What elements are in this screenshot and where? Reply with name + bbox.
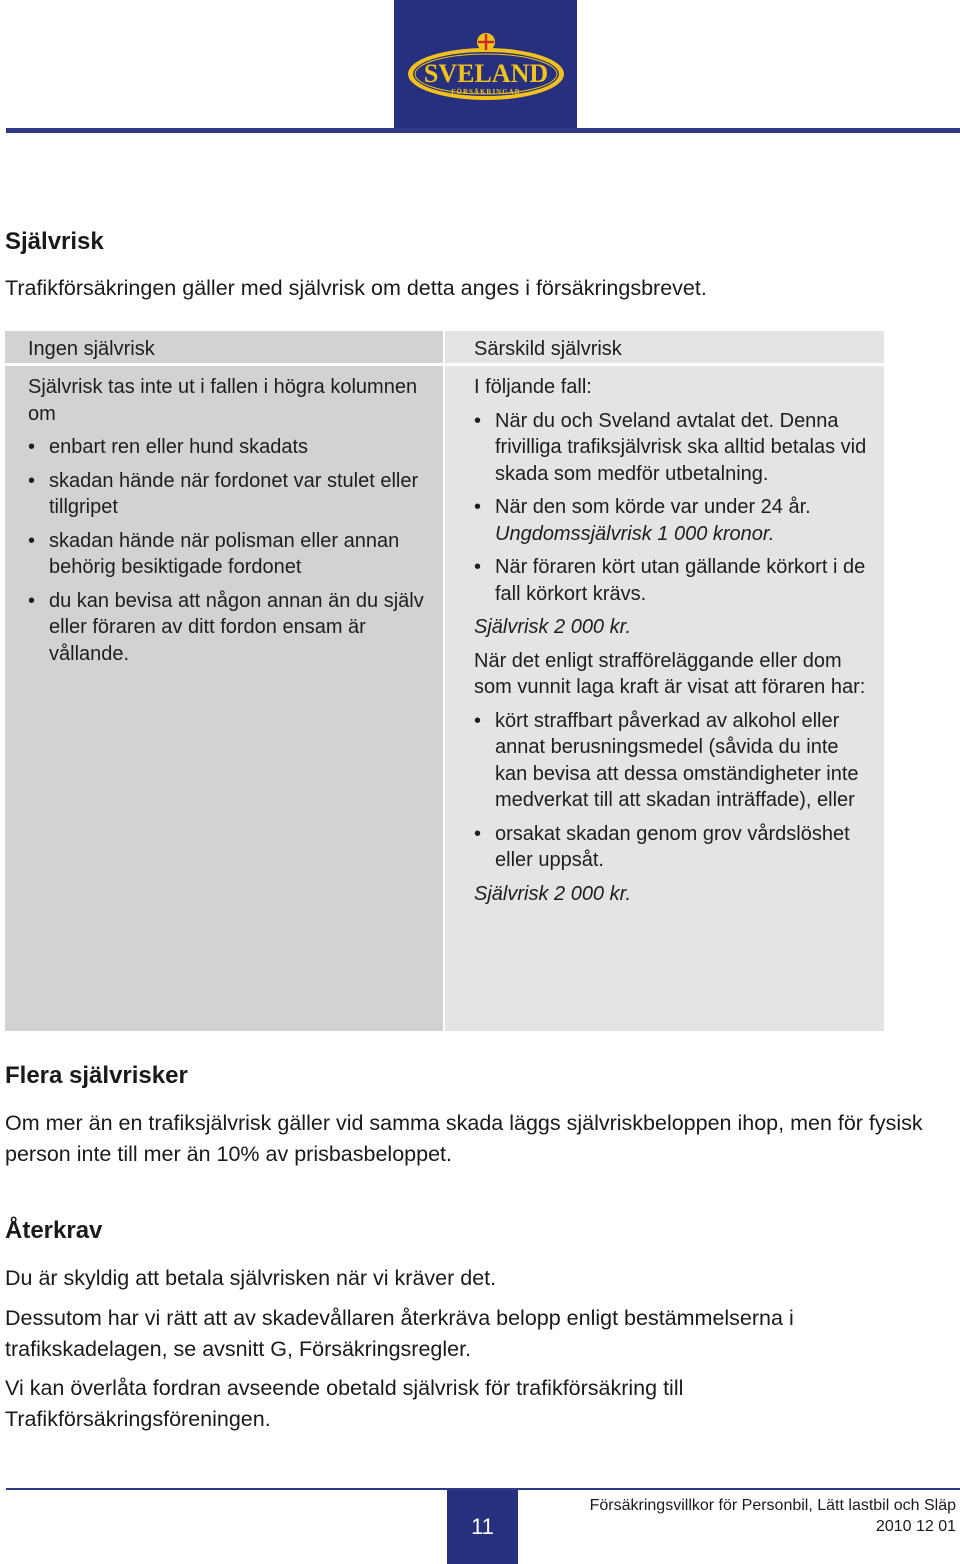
section-title-flera: Flera självrisker: [5, 1062, 188, 1089]
sveland-logo: [394, 0, 577, 133]
list-item: [474, 408, 874, 488]
list-item: [474, 554, 874, 607]
deductible-amount: Självrisk 2 000 kr.: [474, 616, 632, 638]
column-paragraph: När det enligt strafföreläggande eller dom som vunnit laga kraft är visat att föraren har:: [474, 649, 866, 698]
intro-text: Trafikförsäkringen gäller med självrisk om detta anges i försäkringsbrevet.: [5, 276, 707, 300]
bullet-list: [28, 434, 425, 667]
list-item-text: När du och Sveland avtalat det. Denna frivilliga trafiksjälvrisk ska alltid betalas vid skada som medför utbetalning.: [495, 409, 867, 485]
aterkrav-paragraph-3: Vi kan överlåta fordran avseende obetald självrisk för trafikförsäkring till Trafikförsäkringsföreningen.: [5, 1376, 684, 1431]
deductible-amount: Självrisk 2 000 kr.: [474, 882, 632, 905]
svg-text:FÖRSÄKRINGAR: FÖRSÄKRINGAR: [450, 87, 521, 96]
list-item: • skadan hände när fordonet var stulet eller tillgripet: [28, 468, 425, 521]
flera-text: Om mer än en trafiksjälvrisk gäller vid samma skada läggs självriskbeloppen ihop, men för fysisk person inte till mer än 10% av prisbasbeloppet.: [5, 1111, 923, 1166]
list-item: [474, 494, 874, 547]
list-item: • skadan hände när polisman eller annan behörig besiktigade fordonet: [28, 528, 425, 581]
page-number: 11: [447, 1490, 518, 1564]
column-heading: Särskild självrisk: [445, 331, 884, 366]
sveland-logo-mark: [405, 32, 567, 102]
list-item: • du kan bevisa att någon annan än du själv eller föraren av ditt fordon ensam är vållande.: [28, 588, 425, 668]
bullet-list: [474, 708, 874, 874]
section-title-aterkrav: Återkrav: [5, 1217, 103, 1244]
aterkrav-paragraph-2: Dessutom har vi rätt att av skadevållaren återkräva belopp enligt bestämmelserna i trafikskadelagen, se avsnitt G, Försäkringsregler.: [5, 1306, 794, 1361]
bullet-list: [474, 408, 874, 608]
list-item-text: När föraren kört utan gällande körkort i de fall körkort krävs.: [495, 556, 866, 605]
document-date: 2010 12 01: [875, 1518, 956, 1535]
list-item: • kört straffbart påverkad av alkohol eller annat berusningsmedel (såvida du inte kan bevisa att dessa omständigheter inte medverkat till att skadan inträffade), eller: [474, 708, 874, 814]
header-rule: [6, 128, 960, 133]
column-intro: I följande fall:: [474, 376, 592, 398]
list-item-text: När den som körde var under 24 år.: [495, 496, 811, 518]
column-intro: Självrisk tas inte ut i fallen i högra kolumnen om: [28, 376, 418, 425]
special-deductible-column: [445, 331, 884, 1031]
column-heading: Ingen självrisk: [5, 331, 443, 366]
list-item: • orsakat skadan genom grov vårdslöshet eller uppsåt.: [474, 821, 874, 874]
footer-info: [590, 1495, 956, 1537]
no-deductible-column: [5, 331, 443, 1031]
section-title-sjalvrisk: Självrisk: [5, 228, 104, 255]
list-item: • enbart ren eller hund skadats: [28, 434, 425, 461]
document-title: Försäkringsvillkor för Personbil, Lätt lastbil och Släp: [589, 1497, 956, 1514]
svg-text:SVELAND: SVELAND: [423, 58, 548, 88]
aterkrav-paragraph-1: Du är skyldig att betala självrisken när vi kräver det.: [5, 1266, 497, 1290]
list-item-note: Ungdomssjälvrisk 1 000 kronor.: [495, 522, 775, 545]
